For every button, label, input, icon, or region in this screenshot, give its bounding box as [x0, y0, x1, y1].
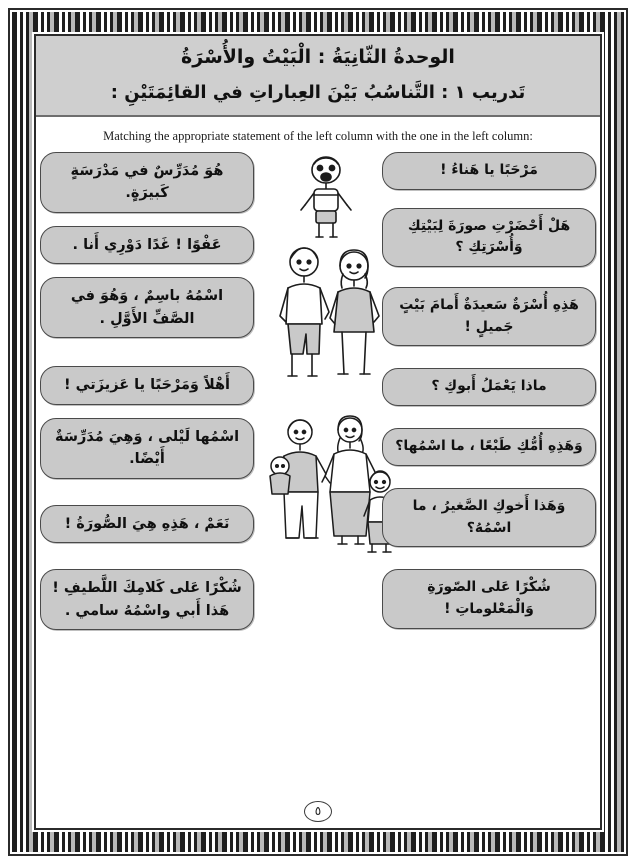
unit-title: الوحدةُ الثّانِيَةُ : الْبَيْتُ والأُسْرَةُ — [181, 46, 455, 68]
list-item[interactable]: هَذِهِ أُسْرَةٌ سَعيدَةٌ أَمامَ بَيْتٍ جَميلٍ ! — [382, 287, 596, 346]
list-item[interactable]: مَرْحَبًا يا هَناءُ ! — [382, 152, 596, 190]
header-block — [36, 36, 600, 117]
list-item[interactable]: هُوَ مُدَرِّسٌ في مَدْرَسَةٍ كَبيرَةٍ. — [40, 152, 254, 213]
exercise-title: تَدريب ١ : التَّناسُبُ بَيْنَ العِباراتِ في القائِمَتَيْنِ : — [110, 82, 526, 103]
list-item[interactable]: ماذا يَعْمَلُ أَبوكِ ؟ — [382, 368, 596, 406]
page-content — [36, 36, 600, 828]
list-item[interactable]: هَلْ أَحْضَرْتِ صورَةَ لِبَيْتِكِ وَأُسْرَتِكِ ؟ — [382, 208, 596, 267]
right-column — [382, 152, 596, 642]
left-column — [40, 152, 254, 643]
list-item[interactable]: شُكْرًا عَلى الصّورَةِ وَالْمَعْلوماتِ ! — [382, 569, 596, 628]
illustration-column — [258, 152, 398, 732]
list-item[interactable]: وَهَذِهِ أُمُّكِ طَبْعًا ، ما اسْمُها؟ — [382, 428, 596, 466]
list-item[interactable]: نَعَمْ ، هَذِهِ هِيَ الصُّورَةُ ! — [40, 505, 254, 543]
list-item[interactable]: اسْمُهُ باسِمٌ ، وَهُوَ في الصَّفِّ الأَوَّلِ . — [40, 277, 254, 338]
matching-columns — [36, 152, 600, 744]
list-item[interactable]: أَهْلاً وَمَرْحَبًا يا عَزيزَتي ! — [40, 366, 254, 404]
list-item[interactable]: شُكْرًا عَلى كَلامِكَ اللَّطيفِ ! هَذا أَبي واسْمُهُ سامي . — [40, 569, 254, 630]
list-item[interactable]: وَهَذا أَخوكِ الصَّغيرُ ، ما اسْمُهُ؟ — [382, 488, 596, 547]
instruction-text: Matching the appropriate statement of the left column with the one in the left column: — [103, 129, 533, 143]
list-item[interactable]: عَفْوًا ! غَدًا دَوْرِي أَنا . — [40, 226, 254, 264]
boy-shouting-figure — [286, 154, 366, 244]
list-item[interactable]: اسْمُها لَيْلى ، وَهِيَ مُدَرِّسَةٌ أَيْضًا. — [40, 418, 254, 479]
page-number-value: ٥ — [304, 801, 332, 822]
page-number — [36, 800, 600, 822]
family-group-figure — [258, 410, 398, 570]
two-children-talking-figure — [264, 240, 392, 410]
